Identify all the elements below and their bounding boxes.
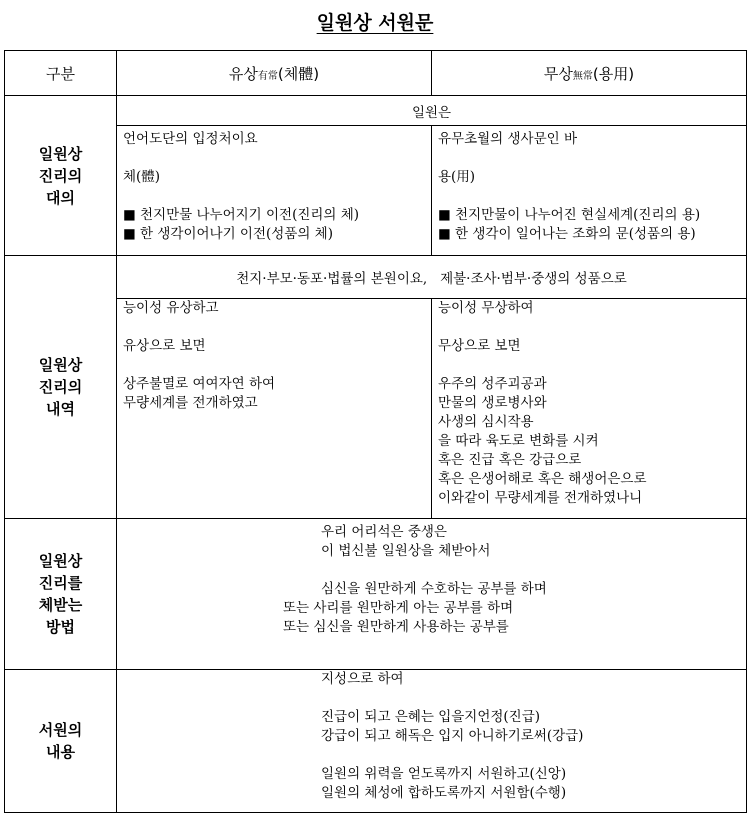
section3-label: 일원상 진리를 체받는 방법: [5, 519, 117, 670]
section1-label: 일원상 진리의 대의: [5, 96, 117, 256]
section4-body: 지성으로 하여 진급이 되고 은혜는 입을지언정(진급) 강급이 되고 해독은 입지 아니하기로써(강급) 일원의 위력을 얻도록까지 서원하고(신앙) 일원의 체성에 합하도록까지 서원함(수행): [117, 670, 747, 813]
document-title: 일원상 서원문: [316, 12, 434, 34]
section4-row: [5, 670, 747, 813]
vow-table: [4, 50, 747, 813]
header-category: 구분: [5, 51, 117, 96]
header-yusang: 유상有常(체體): [117, 51, 432, 96]
section2-right: 능이성 무상하여 무상으로 보면 우주의 성주괴공과 만물의 생로병사와 사생의 심시작용 을 따라 육도로 변화를 시켜 혹은 진급 혹은 강급으로 혹은 은생어해로 혹은 해생어은으로 이와같이 무량세계를 전개하였나니: [432, 299, 747, 519]
section1-banner: 일원은: [117, 96, 747, 126]
section2-left: 능이성 유상하고 유상으로 보면 상주불멸로 여여자연 하여 무량세계를 전개하였고: [117, 299, 432, 519]
section4-label: 서원의 내용: [5, 670, 117, 813]
section3-row: [5, 519, 747, 670]
section1-body-row: [5, 126, 747, 256]
section2-banner: 천지·부모·동포·법률의 본원이요, 제불·조사·범부·중생의 성품으로: [117, 256, 747, 299]
header-musang: 무상無常(용用): [432, 51, 747, 96]
section2-label: 일원상 진리의 내역: [5, 256, 117, 519]
section1-left: 언어도단의 입정처이요 체(體) ■ 천지만물 나누어지기 이전(진리의 체) ■ 한 생각이어나기 이전(성품의 체): [117, 126, 432, 256]
section1-right: 유무초월의 생사문인 바 용(用) ■ 천지만물이 나누어진 현실세계(진리의 용) ■ 한 생각이 일어나는 조화의 문(성품의 용): [432, 126, 747, 256]
section3-body: 우리 어리석은 중생은 이 법신불 일원상을 체받아서 심신을 원만하게 수호하는 공부를 하며 또는 사리를 원만하게 아는 공부를 하며 또는 심신을 원만하게 사용하는 공부를: [117, 519, 747, 670]
header-row: [5, 51, 747, 96]
section2-body-row: [5, 299, 747, 519]
section2-banner-row: [5, 256, 747, 299]
section1-banner-row: [5, 96, 747, 126]
